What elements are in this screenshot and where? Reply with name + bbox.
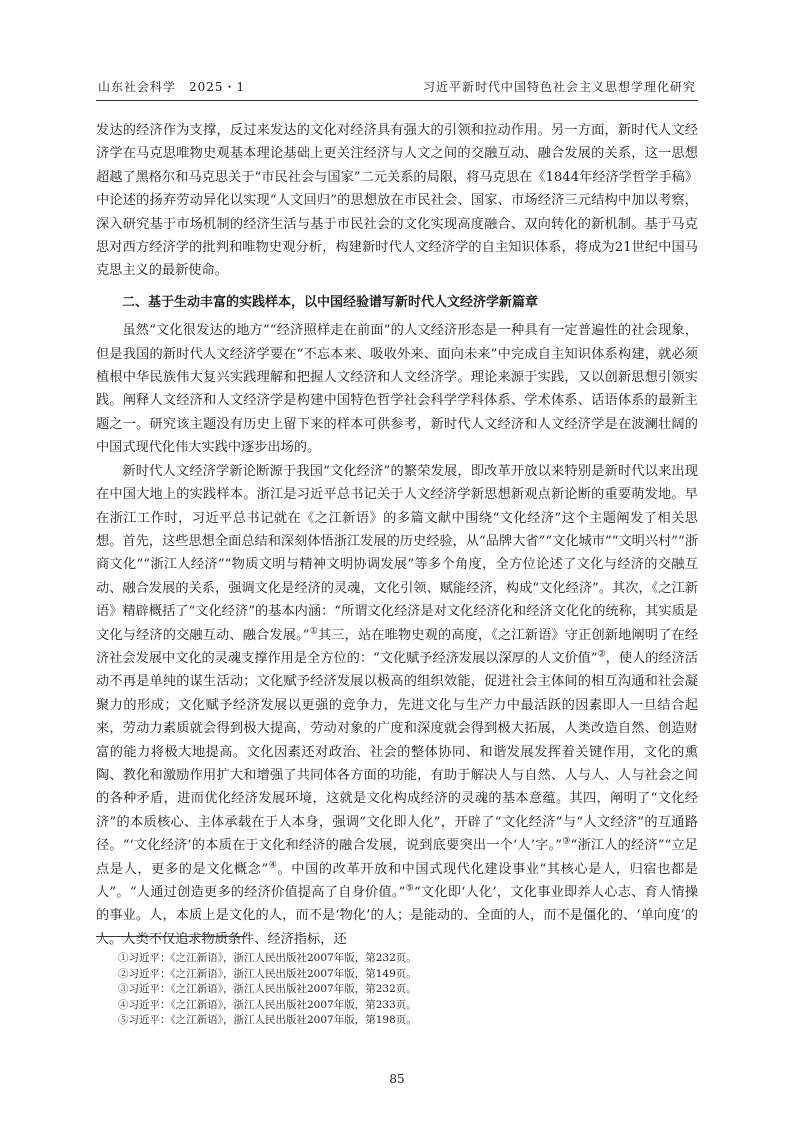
column-title: 习近平新时代中国特色社会主义思想学理化研究 xyxy=(422,80,696,94)
text-segment: 。中国的改革开放和中国式现代化建设事业“其核心是人，归宿也都是人”。“人通过创造更多的经济价值提高了自身价值。” xyxy=(96,861,698,900)
footnotes xyxy=(118,951,678,1029)
footnote: ③习近平：《之江新语》，浙江人民出版社2007年版，第232页。 xyxy=(118,983,417,996)
body-paragraph: 发达的经济作为支撑，反过来发达的文化对经济具有强大的引领和拉动作用。另一方面，新时代人文经济学在马克思唯物史观基本理论基础上更关注经济与人文之间的交融互动、融合发展的关系，这一思想超越了黑格尔和马克思关于“市民社会与国家”二元关系的局限，将马克思在《1844年经济学哲学手稿》中论述的扬弃劳动异化以实现“人文回归”的思想放在市民社会、国家、市场经济三元结构中加以考察，深入研究基于市场机制的经济生活与基于市民社会的文化实现高度融合、双向转化的新机制。基于马克思对西方经济学的批判和唯物史观分析，构建新时代人文经济学的自主知识体系，将成为21世纪中国马克思主义的最新使命。 xyxy=(96,123,698,279)
footnote-rule xyxy=(96,936,246,937)
text-segment: 新时代人文经济学新论断源于我国“文化经济”的繁荣发展，即改革开放以来特别是新时代以来出现在中国大地上的实践样本。浙江是习近平总书记关于人文经济学新思想新观点新论断的重要萌发地。早在浙江工作时，习近平总书记就在《之江新语》的多篇文献中围绕“文化经济”这个主题阐发了相关思想。首先，这些思想全面总结和深刻体悟浙江发展的历史经验，从“品牌大省”“文化城市”“文明兴村”“浙商文化”“浙江人经济”“物质文明与精神文明协调发展”等多个角度，全方位论述了文化与经济的交融互动、融合发展的关系，强调文化是经济的灵魂，文化引领、赋能经济，构成“文化经济”。其次，《之江新语》精辟概括了“文化经济”的基本内涵：“所谓文化经济是对文化经济化和经济文化化的统称，其实质是文化与经济的交融互动、融合发展。” xyxy=(96,463,698,643)
footnote-mark: ② xyxy=(597,649,606,660)
page-number: 85 xyxy=(389,1072,405,1086)
footnote: ④习近平：《之江新语》，浙江人民出版社2007年版，第233页。 xyxy=(118,998,417,1011)
header-rule xyxy=(96,100,698,101)
text-segment: “浙江人的经济”“立足点是人，更多的是文化概念” xyxy=(96,838,698,877)
footnote: ②习近平：《之江新语》，浙江人民出版社2007年版，第149页。 xyxy=(118,967,417,980)
footnote-mark: ③ xyxy=(562,836,571,847)
body-paragraph: 虽然“文化很发达的地方”“经济照样走在前面”的人文经济形态是一种具有一定普遍性的社会现象，但是我国的新时代人文经济学要在“不忘本来、吸收外来、面向未来”中完成自主知识体系构建，就必须植根中华民族伟大复兴实践理解和把握人文经济和人文经济学。理论来源于实践，又以创新思想引领实践。阐释人文经济和人文经济学是构建中国特色哲学社会科学学科体系、学术体系、话语体系的最新主题之一。研究该主题没有历史上留下来的样本可供参考，新时代人文经济和人文经济学是在波澜壮阔的中国式现代化伟大实践中逐步出场的。 xyxy=(96,323,698,456)
footnote: ⑤习近平：《之江新语》，浙江人民出版社2007年版，第198页。 xyxy=(118,1014,417,1027)
footnote-mark: ① xyxy=(309,626,318,637)
section-heading: 二、基于生动丰富的实践样本，以中国经验谱写新时代人文经济学新篇章 xyxy=(122,294,539,310)
footnote-mark: ④ xyxy=(268,860,278,871)
text-segment: 其三，站在唯物史观的高度，《之江新语》守正创新地阐明了在经济社会发展中文化的灵魂支撑作用是全方位的：“文化赋予经济发展以深厚的人文价值” xyxy=(96,627,698,666)
running-header xyxy=(96,76,698,98)
text-segment: ，使人的经济活动不再是单纯的谋生活动；文化赋予经济发展以极高的组织效能，促进社会主体间的相互沟通和社会凝聚力的形成；文化赋予经济发展以更强的竞争力，先进文化与生产力中最活跃的因素即人一旦结合起来，劳动力素质就会得到极大提高，劳动对象的广度和深度就会得到极大拓展，人类改造自然、创造财富的能力将极大地提高。文化因素还对政治、社会的整体协同、和谐发展发挥着关键作用，文化的熏陶、教化和激励作用扩大和增强了共同体各方面的功能，有助于解决人与自然、人与人、人与社会之间的各种矛盾，进而优化经济发展环境，这就是文化构成经济的灵魂的基本意蕴。其四，阐明了“文化经济”的本质核心、主体承载在于人本身，强调“文化即人化”，开辟了“文化经济”与“人文经济”的互通路径。“‘文化经济’的本质在于文化和经济的融合发展，说到底要突出一个‘人’字。” xyxy=(96,650,698,854)
journal-name: 山东社会科学 2025・1 xyxy=(98,80,246,94)
footnote: ①习近平：《之江新语》，浙江人民出版社2007年版，第232页。 xyxy=(118,952,417,964)
footnote-mark: ⑤ xyxy=(405,883,414,894)
body-paragraph-with-notes xyxy=(96,460,698,952)
text-segment: “文化即‘人化’，文化事业即养人心志、育人情操的事业。人，本质上是文化的人，而不是‘物化’的人；是能动的、全面的人，而不是僵化的、‘单向度’的人。人类不仅追求物质条件、经济指标，还 xyxy=(96,885,699,947)
article-body xyxy=(96,119,698,951)
